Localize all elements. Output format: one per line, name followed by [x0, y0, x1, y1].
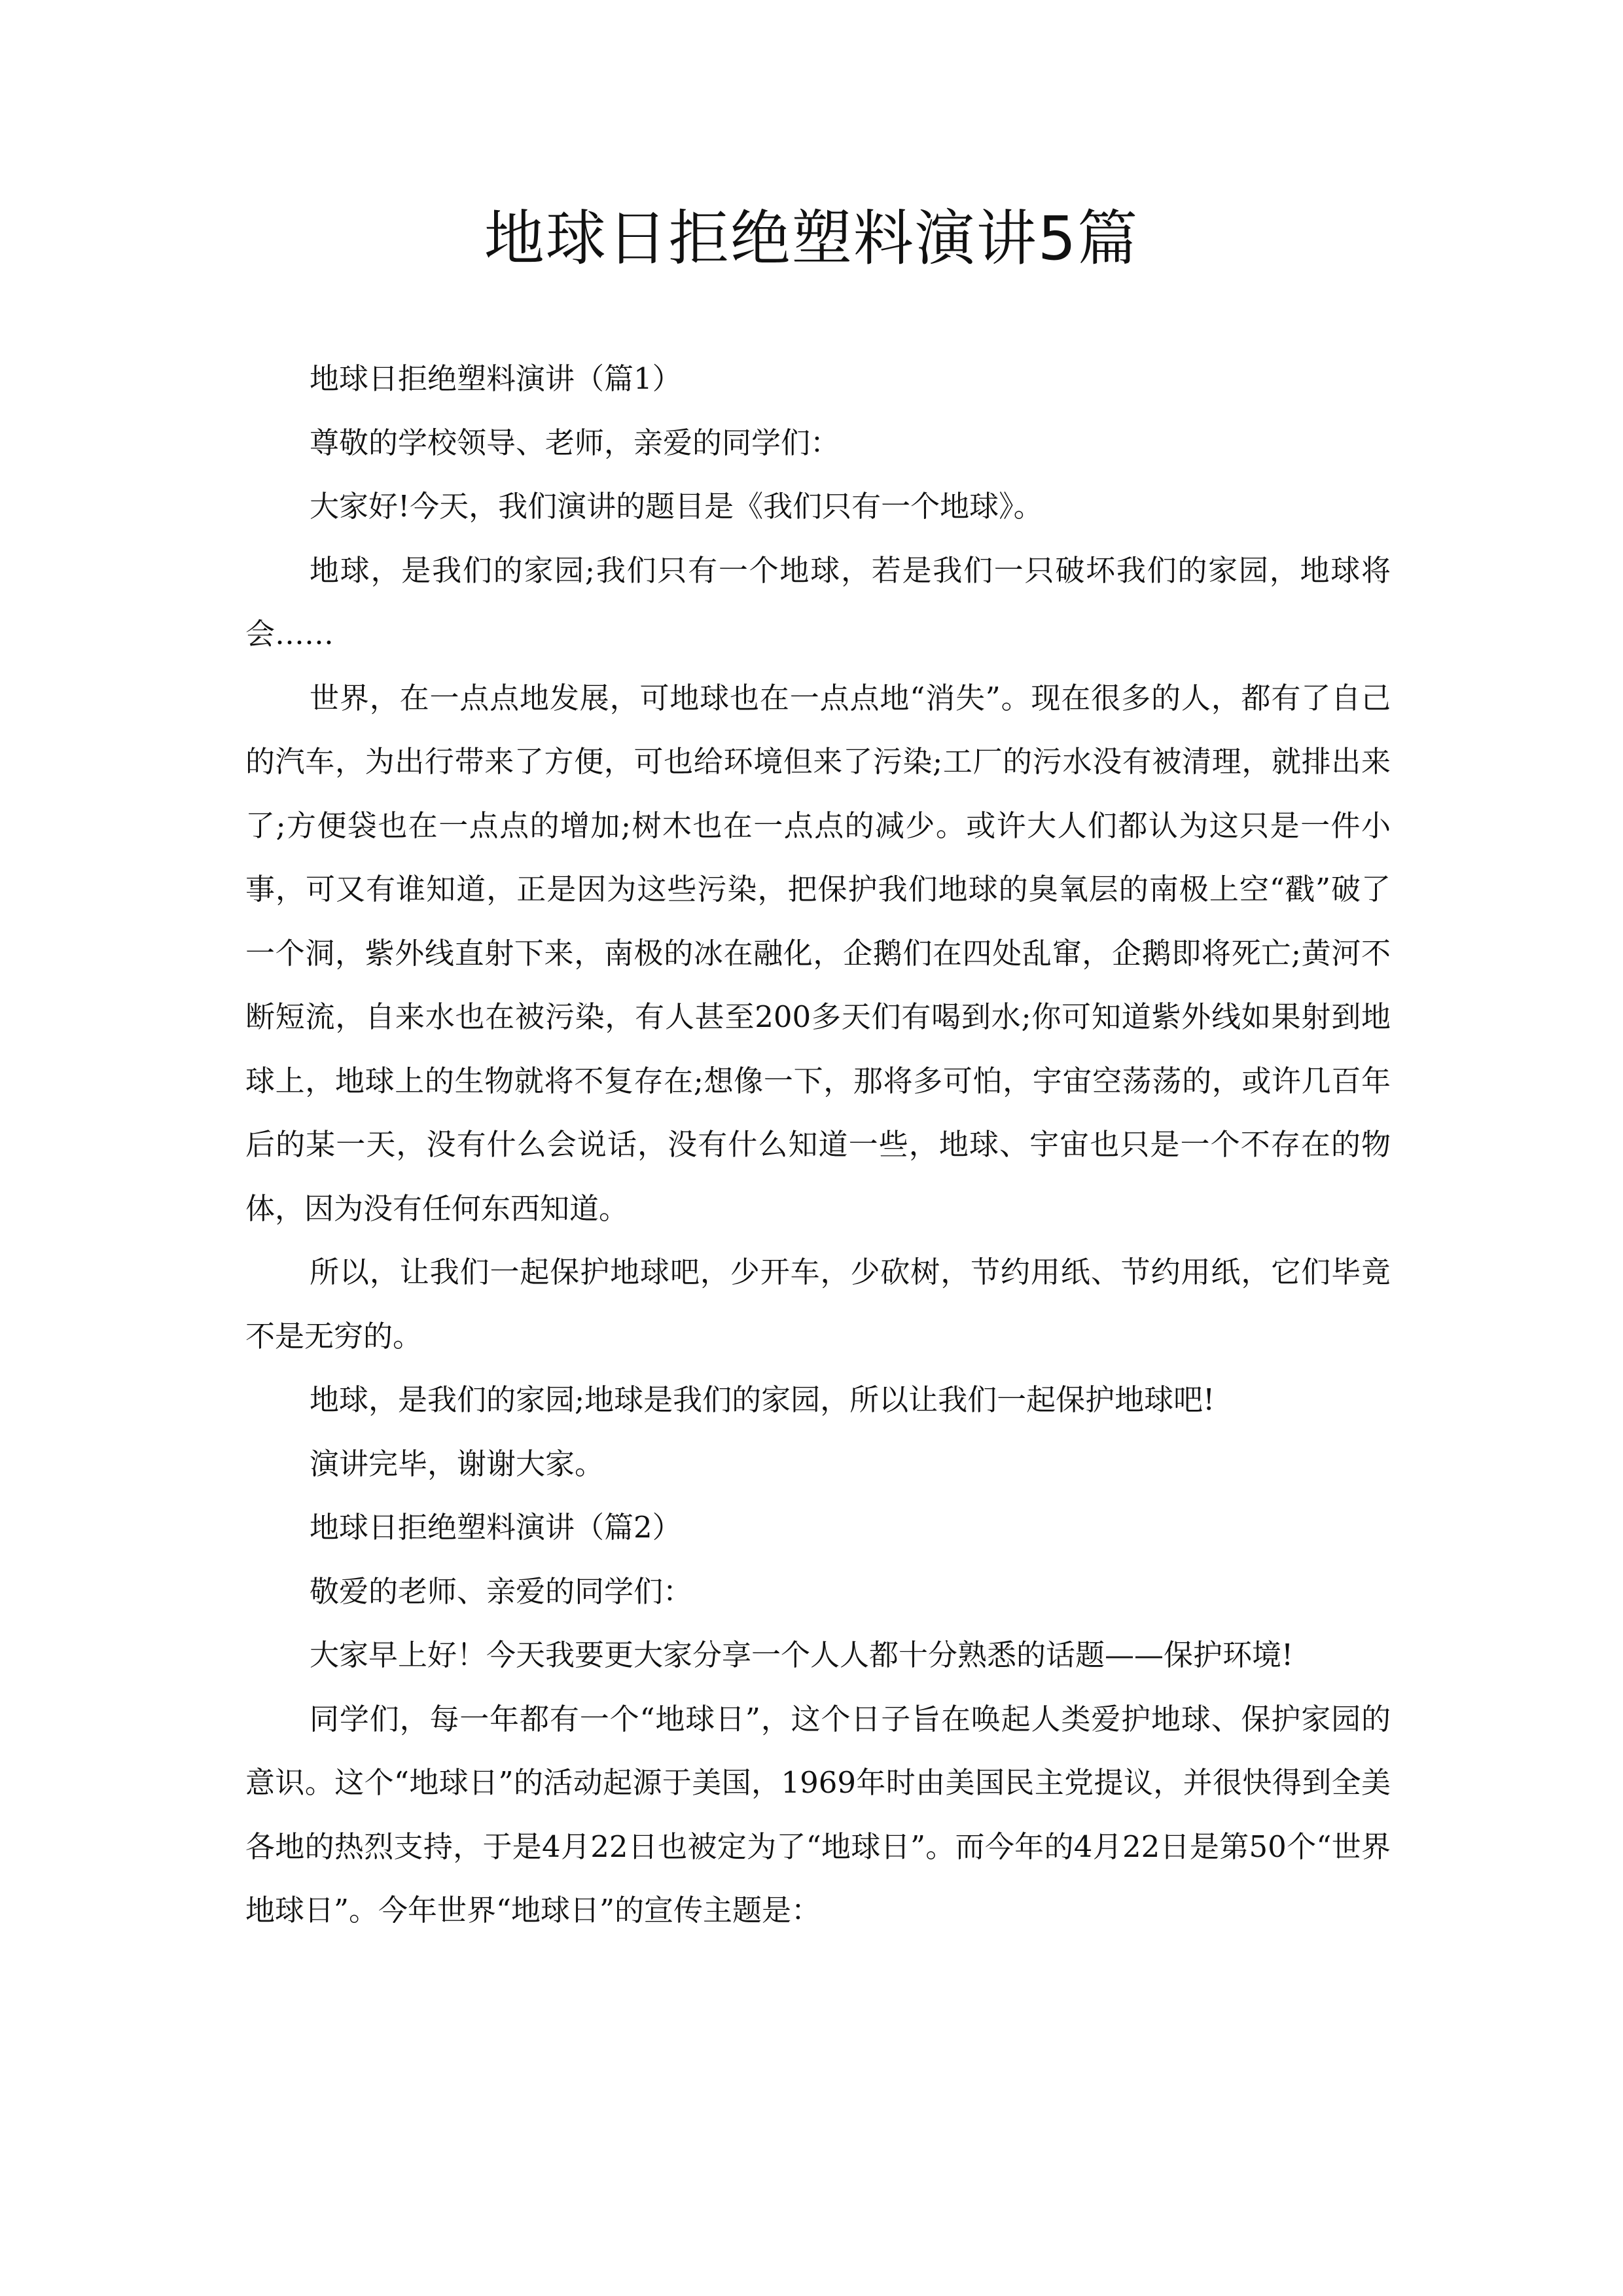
closing-1: 演讲完毕，谢谢大家。 [310, 1446, 605, 1481]
section-heading-1: 地球日拒绝塑料演讲（篇1） [310, 361, 682, 396]
paragraph: 大家好!今天，我们演讲的题目是《我们只有一个地球》。 [310, 489, 1043, 524]
salutation-2: 敬爱的老师、亲爱的同学们： [310, 1573, 693, 1609]
document-body [245, 347, 1391, 1943]
document-title: 地球日拒绝塑料演讲5篇 [484, 204, 1139, 274]
paragraph: 地球，是我们的家园;我们只有一个地球，若是我们一只破坏我们的家园，地球将会…… [245, 552, 1391, 651]
paragraph: 所以，让我们一起保护地球吧，少开车，少砍树，节约用纸、节约用纸，它们毕竟不是无穷的。 [245, 1255, 1391, 1354]
salutation-1: 尊敬的学校领导、老师，亲爱的同学们： [310, 425, 840, 460]
paragraph: 同学们，每一年都有一个“地球日”，这个日子旨在唤起人类爱护地球、保护家园的意识。这个“地球日”的活动起源于美国，1969年时由美国民主党提议，并很快得到全美各地的热烈支持，于是4月22日也被定为了“地球日”。而今年的4月22日是第50个“世界地球日”。今年世界“地球日”的宣传主题是： [245, 1701, 1391, 1928]
paragraph: 世界，在一点点地发展，可地球也在一点点地“消失”。现在很多的人，都有了自己的汽车，为出行带来了方便，可也给环境但来了污染;工厂的污水没有被清理，就排出来了;方便袋也在一点点的增加;树木也在一点点的减少。或许大人们都认为这只是一件小事，可又有谁知道，正是因为这些污染，把保护我们地球的臭氧层的南极上空“戳”破了一个洞，紫外线直射下来，南极的冰在融化，企鹅们在四处乱窜，企鹅即将死亡;黄河不断短流，自来水也在被污染，有人甚至200多天们有喝到水;你可知道紫外线如果射到地球上，地球上的生物就将不复存在;想像一下，那将多可怕，宇宙空荡荡的，或许几百年后的某一天，没有什么会说话，没有什么知道一些，地球、宇宙也只是一个不存在的物体，因为没有任何东西知道。 [245, 680, 1391, 1226]
paragraph: 大家早上好！今天我要更大家分享一个人人都十分熟悉的话题——保护环境! [310, 1638, 1294, 1672]
paragraph: 地球，是我们的家园;地球是我们的家园，所以让我们一起保护地球吧! [310, 1382, 1215, 1417]
section-heading-2: 地球日拒绝塑料演讲（篇2） [310, 1510, 682, 1545]
